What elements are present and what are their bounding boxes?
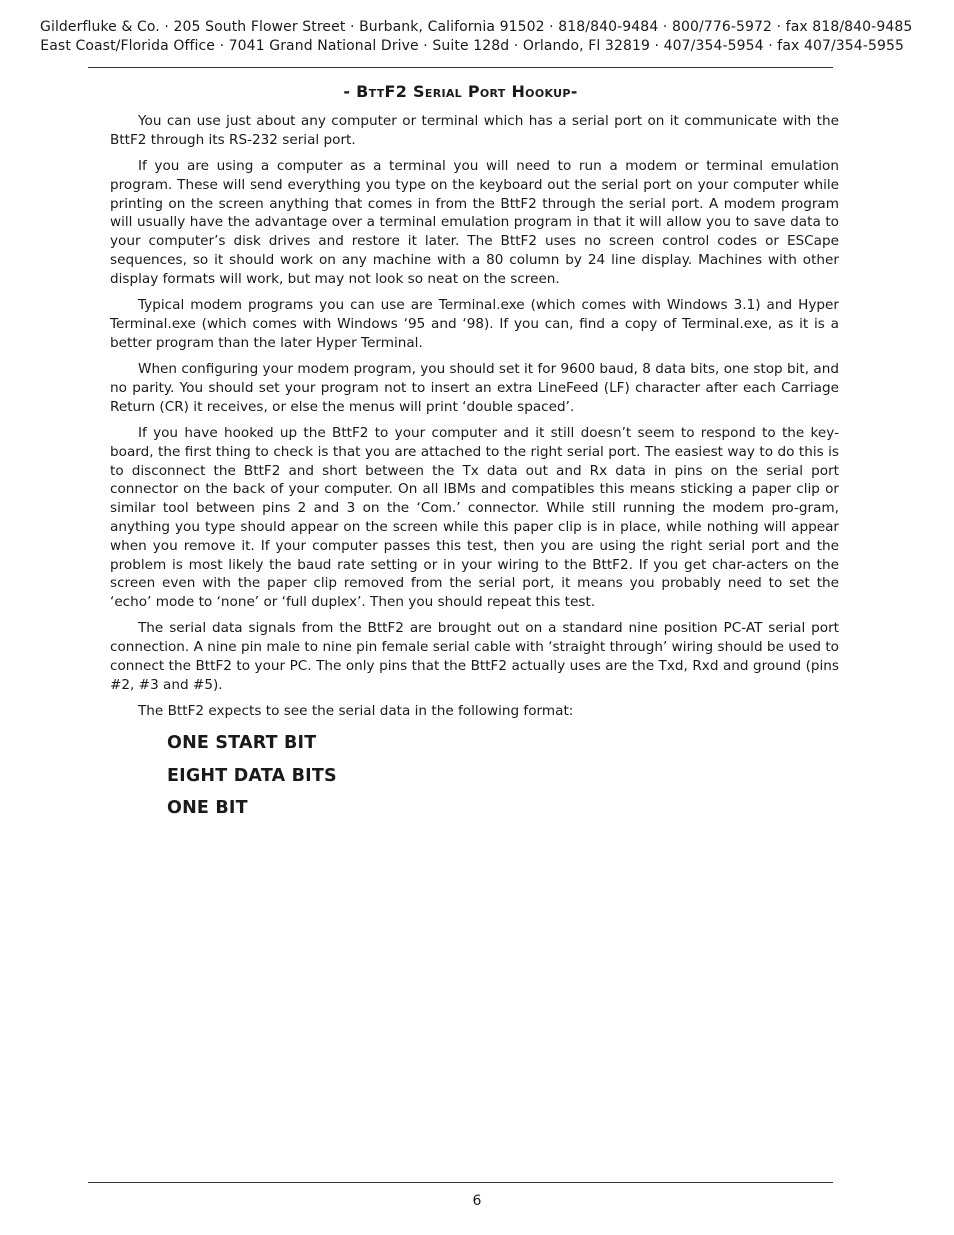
- format-stop-bit: ONE BIT: [167, 798, 248, 818]
- letterhead-line-east-coast-office: East Coast/Florida Office · 7041 Grand National Drive · Suite 128d · Orlando, Fl 32819 · 407/354-5954 · fax 407/354-5955: [40, 38, 904, 54]
- body-text: [110, 112, 839, 728]
- page-title: - BttF2 Serial Port Hookup-: [343, 82, 578, 101]
- serial-format-list: [167, 727, 337, 825]
- format-start-bit: ONE START BIT: [167, 733, 317, 753]
- page-number: 6: [472, 1193, 482, 1209]
- letterhead-line-main-office: Gilderfluke & Co. · 205 South Flower Street · Burbank, California 91502 · 818/840-9484 · 800/776-5972 · fax 818/840-9485: [40, 19, 913, 35]
- paragraph-intro: You can use just about any computer or terminal which has a serial port on it communicate with the BttF2 through its RS-232 serial port.: [110, 113, 839, 148]
- paragraph-troubleshooting: If you have hooked up the BttF2 to your computer and it still doesn’t seem to respond to the key-board, the first thing to check is that you are attached to the right serial port. The easiest way to do this is to disconnect the BttF2 and short between the Tx data out and Rx data in pins on the serial port connector on the back of your computer. On all IBMs and compatibles this means sticking a paper clip or similar tool between pins 2 and 3 on the ‘Com.’ connector. While still running the modem pro-gram, anything you type should appear on the screen while this paper clip is in place, while nothing will appear when you remove it. If your computer passes this test, then you are using the right serial port and the problem is most likely the baud rate setting or in your wiring to the BttF2. If you get char-acters on the screen even with the paper clip removed from the serial port, it means you probably need to set the ‘echo’ mode to ‘none’ or ‘full duplex’. Then you should repeat this test.: [110, 424, 839, 611]
- header-divider: [88, 67, 833, 68]
- paragraph-format-intro: The BttF2 expects to see the serial data in the following format:: [138, 703, 574, 720]
- paragraph-terminal-emulation: If you are using a computer as a terminal you will need to run a modem or terminal emulation program. These will send everything you type on the keyboard out the serial port on your computer while printing on the screen anything that comes in from the BttF2 through the serial port. A modem program will usually have the advantage over a terminal emulation program in that it will allow you to save data to your computer’s disk drives and restore it later. The BttF2 uses no screen control codes or ESCape sequences, so it should work on any machine with a 80 column by 24 line display. Machines with other display formats will work, but may not look so neat on the screen.: [110, 158, 839, 287]
- paragraph-configuration: When configuring your modem program, you should set it for 9600 baud, 8 data bits, one stop bit, and no parity. You should set your program not to insert an extra LineFeed (LF) character after each Carriage Return (CR) it receives, or else the menus will print ‘double spaced’.: [110, 361, 839, 415]
- paragraph-modem-programs: Typical modem programs you can use are Terminal.exe (which comes with Windows 3.1) and Hyper Terminal.exe (which comes with Windows ‘95 and ‘98). If you can, find a copy of Terminal.exe, as it is a better program than the later Hyper Terminal.: [110, 297, 839, 351]
- letterhead: [40, 18, 913, 56]
- footer-divider: [88, 1182, 833, 1183]
- paragraph-cable-wiring: The serial data signals from the BttF2 are brought out on a standard nine position PC-AT serial port connection. A nine pin male to nine pin female serial cable with ‘straight through’ wiring should be used to connect the BttF2 to your PC. The only pins that the BttF2 actually uses are the Txd, Rxd and ground (pins #2, #3 and #5).: [110, 620, 839, 693]
- format-data-bits: EIGHT DATA BITS: [167, 765, 337, 786]
